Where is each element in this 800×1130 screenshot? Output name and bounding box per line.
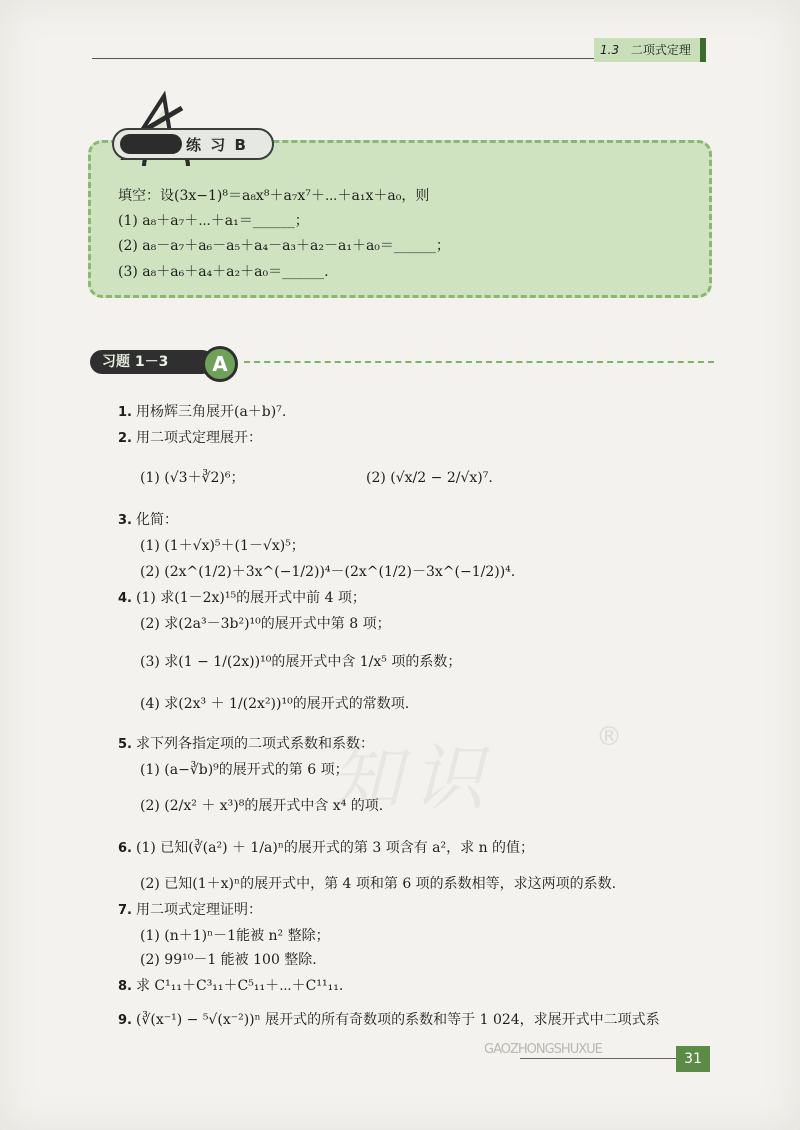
problem-subitem: (2) (2/x² ＋ x³)⁸的展开式中含 x⁴ 的项.: [140, 798, 384, 814]
registered-mark: ®: [596, 722, 622, 752]
watermark: 知识: [330, 736, 495, 820]
problem-item: 5. 求下列各指定项的二项式系数和系数：: [118, 736, 374, 752]
problem-item: 2. 用二项式定理展开：: [118, 430, 262, 446]
exercise-b-item: (2) a₈－a₇＋a₆－a₅＋a₄－a₃＋a₂－a₁＋a₀＝______；: [118, 238, 450, 254]
problems-title: [90, 346, 228, 378]
problem-item: 8. 求 C¹₁₁＋C³₁₁＋C⁵₁₁＋⋯＋C¹¹₁₁.: [118, 978, 344, 994]
problem-subitem: (4) 求(2x³ ＋ 1/(2x²))¹⁰的展开式的常数项.: [140, 696, 410, 712]
problem-subitem: (2) 求(2a³－3b²)¹⁰的展开式中第 8 项；: [140, 616, 391, 632]
exercise-b-title-text: 练 习 B: [186, 136, 248, 154]
problem-subitem: (2) 99¹⁰－1 能被 100 整除.: [140, 952, 317, 968]
problem-item: 7. 用二项式定理证明：: [118, 902, 262, 918]
page-number: 31: [676, 1046, 710, 1072]
exercise-b-intro: 填空：设(3x−1)⁸＝a₈x⁸＋a₇x⁷＋⋯＋a₁x＋a₀，则: [118, 188, 430, 204]
exercise-b-item: (3) a₈＋a₆＋a₄＋a₂＋a₀＝______.: [118, 264, 329, 280]
section-title: 二项式定理: [630, 43, 691, 57]
problem-subitem: (2) (2x^(1/2)＋3x^(−1/2))⁴－(2x^(1/2)－3x^(−1/2))⁴.: [140, 564, 516, 580]
problem-subitem: (2) 已知(1＋x)ⁿ的展开式中，第 4 项和第 6 项的系数相等，求这两项的系数.: [140, 876, 617, 892]
problem-item: 4. (1) 求(1－2x)¹⁵的展开式中前 4 项；: [118, 590, 366, 606]
problem-item: 9. (∛(x⁻¹) − ⁵√(x⁻²))ⁿ 展开式的所有奇数项的系数和等于 1 024，求展开式中二项式系: [118, 1012, 660, 1028]
problem-subitem: (2) (√x/2 − 2/√x)⁷.: [366, 470, 493, 486]
problem-item: 3. 化简：: [118, 512, 178, 528]
problem-subitem: (3) 求(1 − 1/(2x))¹⁰的展开式中含 1/x⁵ 项的系数；: [140, 654, 462, 670]
footer-brand: GAOZHONGSHUXUE: [484, 1042, 602, 1057]
problems-title-text: 习题 1－3: [90, 350, 214, 374]
problem-subitem: (1) (a−∛b)⁹的展开式的第 6 项；: [140, 762, 349, 778]
exercise-b-item: (1) a₈＋a₇＋⋯＋a₁＝______；: [118, 213, 309, 229]
exercise-b-title: [112, 128, 274, 160]
problem-subitem: (1) (1＋√x)⁵＋(1－√x)⁵；: [140, 538, 305, 554]
title-pill-dark: [120, 134, 182, 154]
running-header: [594, 38, 706, 62]
problem-item: 1. 用杨辉三角展开(a＋b)⁷.: [118, 404, 287, 420]
section-number: 1.3: [600, 43, 620, 57]
problems-level-badge: A: [202, 346, 238, 382]
problem-subitem: (1) (n＋1)ⁿ－1能被 n² 整除；: [140, 928, 330, 944]
problem-subitem: (1) (√3＋∛2)⁶；: [140, 470, 245, 486]
problems-divider: [244, 361, 714, 363]
problem-item: 6. (1) 已知(∛(a²) ＋ 1/a)ⁿ的展开式的第 3 项含有 a²，求 n 的值；: [118, 840, 535, 856]
